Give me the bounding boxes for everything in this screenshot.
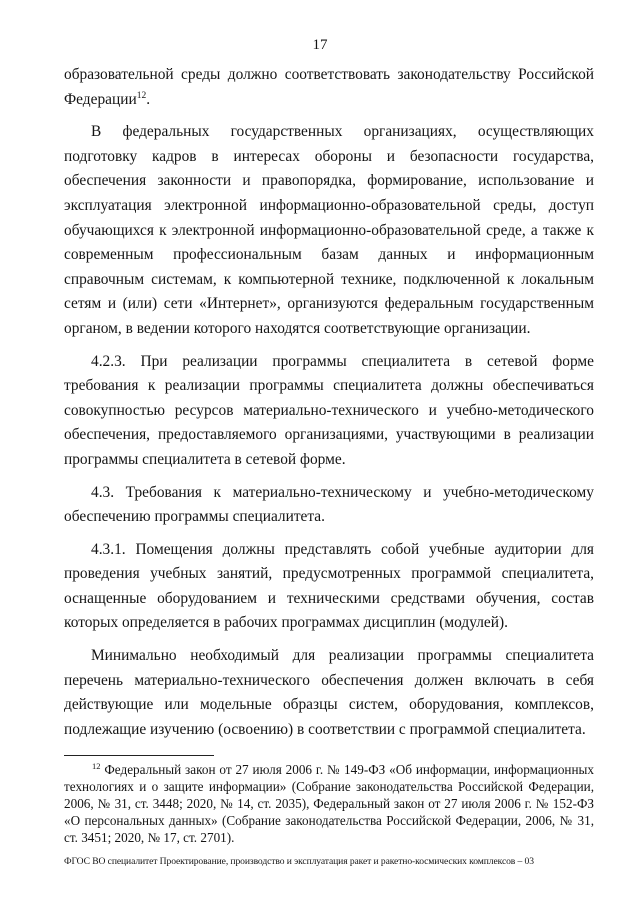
footnote-reference: 12 xyxy=(136,90,147,101)
paragraph-1 xyxy=(64,63,594,112)
paragraph-2: В федеральных государственных организациях, осуществляющих подготовку кадров в интересах обороны и безопасности государства, обеспечения законности и правопорядка, формирование, использование и эксплуатация электронной информационно-образовательной среды, доступ обучающихся к электронной информационно-образовательной среде, а также к современным профессиональным базам данных и информационным справочным системам, к компьютерной технике, подключенной к локальным сетям и (или) сети «Интернет», организуются федеральным государственным органом, в ведении которого находятся соответствующие организации. xyxy=(64,123,594,337)
page-number: 17 xyxy=(312,37,328,53)
footnote-text: Федеральный закон от 27 июля 2006 г. № 149-ФЗ «Об информации, информационных технологиях и о защите информации» (Собрание законодательства Российской Федерации, 2006, № 31, ст. 3448; 2020, № 14, ст. 2035), Федеральный закон от 27 июля 2006 г. № 152-ФЗ «О персональных данных» (Собрание законодательства Российской Федерации, 2006, № 31, ст. 3451; 2020, № 17, ст. 2701). xyxy=(64,762,594,845)
paragraph-4-3: 4.3. Требования к материально-техническому и учебно-методическому обеспечению программы специалитета. xyxy=(64,483,594,526)
paragraph-minimum-equipment: Минимально необходимый для реализации программы специалитета перечень материально-технического обеспечения должен включать в себя действующие или модельные образцы систем, оборудования, комплексов, подлежащие изучению (освоению) в соответствии с программой специалитета. xyxy=(64,647,594,738)
footnote-marker: 12 xyxy=(92,761,101,771)
document-body xyxy=(64,63,594,750)
paragraph-1-end: . xyxy=(146,90,151,108)
paragraph-4-2-3: 4.2.3. При реализации программы специалитета в сетевой форме требования к реализации программы специалитета должны обеспечиваться совокупностью ресурсов материально-технического и учебно-методического обеспечения, предоставляемого организациями, участвующими в реализации программы специалитета в сетевой форме. xyxy=(64,352,594,468)
footnote-separator xyxy=(64,755,214,756)
paragraph-1-text: образовательной среды должно соответствовать законодательству Российской Федерации xyxy=(64,66,594,108)
document-footer: ФГОС ВО специалитет Проектирование, производство и эксплуатация ракет и ракетно-космических комплексов – 03 xyxy=(64,856,534,867)
paragraph-4-3-1: 4.3.1. Помещения должны представлять собой учебные аудитории для проведения учебных занятий, предусмотренных программой специалитета, оснащенные оборудованием и техническими средствами обучения, состав которых определяется в рабочих программах дисциплин (модулей). xyxy=(64,540,594,632)
footnote xyxy=(64,761,594,846)
